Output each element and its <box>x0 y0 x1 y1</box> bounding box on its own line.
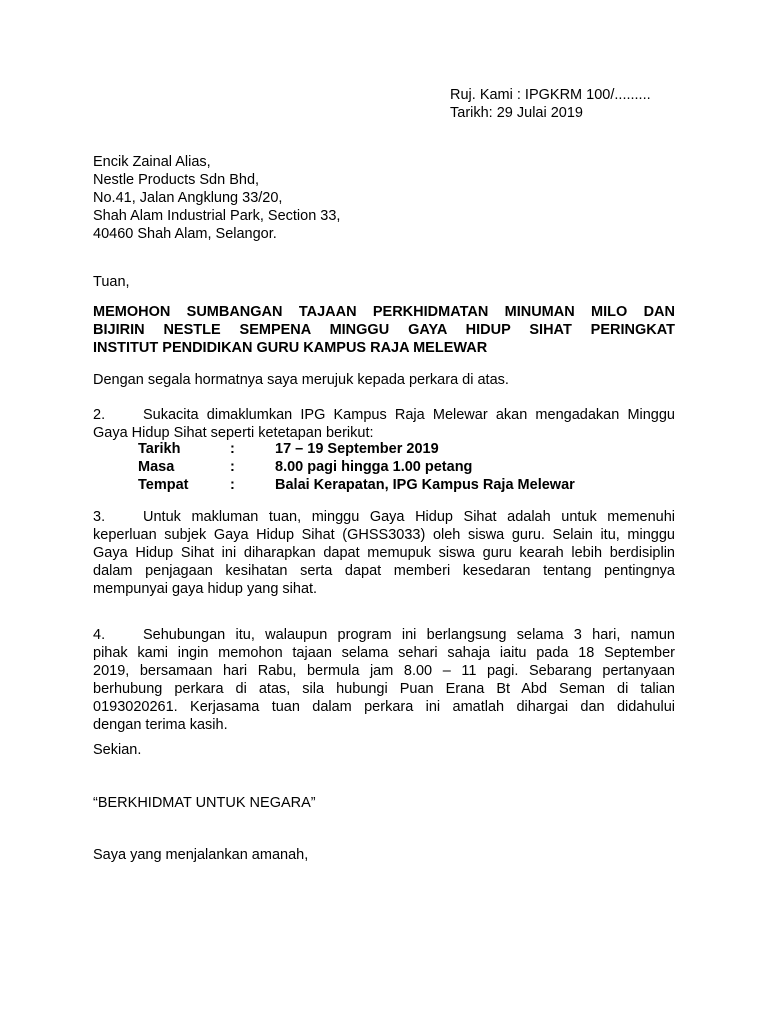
detail-colon: : <box>230 459 235 475</box>
paragraph-number: 2. <box>93 407 106 423</box>
intro-paragraph: Dengan segala hormatnya saya merujuk kepada perkara di atas. <box>93 372 509 388</box>
paragraph-line: dalam penjagaan kesihatan serta dapat memberi kesedaran tentang pentingnya <box>93 563 675 579</box>
recipient-area: Shah Alam Industrial Park, Section 33, <box>93 208 341 224</box>
detail-value: 8.00 pagi hingga 1.00 petang <box>275 459 473 475</box>
paragraph-4 <box>93 626 675 734</box>
signoff: Saya yang menjalankan amanah, <box>93 847 309 863</box>
reference-block <box>450 86 651 122</box>
paragraph-number: 4. <box>93 627 106 643</box>
paragraph-line: Sukacita dimaklumkan IPG Kampus Raja Melewar akan mengadakan Minggu <box>143 407 675 423</box>
recipient-street: No.41, Jalan Angklung 33/20, <box>93 190 283 206</box>
recipient-postcode: 40460 Shah Alam, Selangor. <box>93 226 277 242</box>
paragraph-line: Gaya Hidup Sihat seperti ketetapan berikut: <box>93 425 374 441</box>
event-detail-row <box>138 476 575 494</box>
reference-number: Ruj. Kami : IPGKRM 100/......... <box>450 87 651 103</box>
closing-word: Sekian. <box>93 742 142 758</box>
subject-heading <box>93 303 675 357</box>
salutation: Tuan, <box>93 274 130 290</box>
paragraph-number: 3. <box>93 509 106 525</box>
letter-date: Tarikh: 29 Julai 2019 <box>450 105 583 121</box>
paragraph-line: Sehubungan itu, walaupun program ini berlangsung selama 3 hari, namun <box>143 627 675 643</box>
paragraph-line: keperluan subjek Gaya Hidup Sihat (GHSS3033) oleh siswa guru. Selain itu, minggu <box>93 527 675 543</box>
paragraph-line: berhubung perkara di atas, sila hubungi Puan Erana Bt Abd Seman di talian <box>93 681 675 697</box>
paragraph-line: Gaya Hidup Sihat ini diharapkan dapat memupuk siswa guru kearah lebih berdisiplin <box>93 545 675 561</box>
detail-label: Masa <box>138 459 175 475</box>
paragraph-3 <box>93 508 675 598</box>
event-detail-row <box>138 440 575 458</box>
event-detail-row <box>138 458 575 476</box>
paragraph-line: 0193020261. Kerjasama tuan dalam perkara ini amatlah dihargai dan didahului <box>93 699 675 715</box>
paragraph-line: dengan terima kasih. <box>93 717 228 733</box>
recipient-company: Nestle Products Sdn Bhd, <box>93 172 260 188</box>
detail-colon: : <box>230 477 235 493</box>
detail-value: 17 – 19 September 2019 <box>275 441 439 457</box>
event-details <box>138 440 575 494</box>
paragraph-line: Untuk makluman tuan, minggu Gaya Hidup Sihat adalah untuk memenuhi <box>143 509 675 525</box>
paragraph-line: 2019, bersamaan hari Rabu, bermula jam 8.00 – 11 pagi. Sebarang pertanyaan <box>93 663 675 679</box>
detail-colon: : <box>230 441 235 457</box>
paragraph-line: mempunyai gaya hidup yang sihat. <box>93 581 318 597</box>
subject-line: MEMOHON SUMBANGAN TAJAAN PERKHIDMATAN MINUMAN MILO DAN <box>93 304 675 320</box>
motto: “BERKHIDMAT UNTUK NEGARA” <box>93 795 316 811</box>
subject-line: INSTITUT PENDIDIKAN GURU KAMPUS RAJA MELEWAR <box>93 340 488 356</box>
detail-label: Tempat <box>138 477 189 493</box>
paragraph-2 <box>93 406 675 442</box>
detail-label: Tarikh <box>138 441 181 457</box>
recipient-name: Encik Zainal Alias, <box>93 154 211 170</box>
detail-value: Balai Kerapatan, IPG Kampus Raja Melewar <box>275 477 575 493</box>
subject-line: BIJIRIN NESTLE SEMPENA MINGGU GAYA HIDUP SIHAT PERINGKAT <box>93 322 675 338</box>
recipient-address <box>93 153 340 243</box>
paragraph-line: pihak kami ingin memohon tajaan selama sehari sahaja iaitu pada 18 September <box>93 645 675 661</box>
